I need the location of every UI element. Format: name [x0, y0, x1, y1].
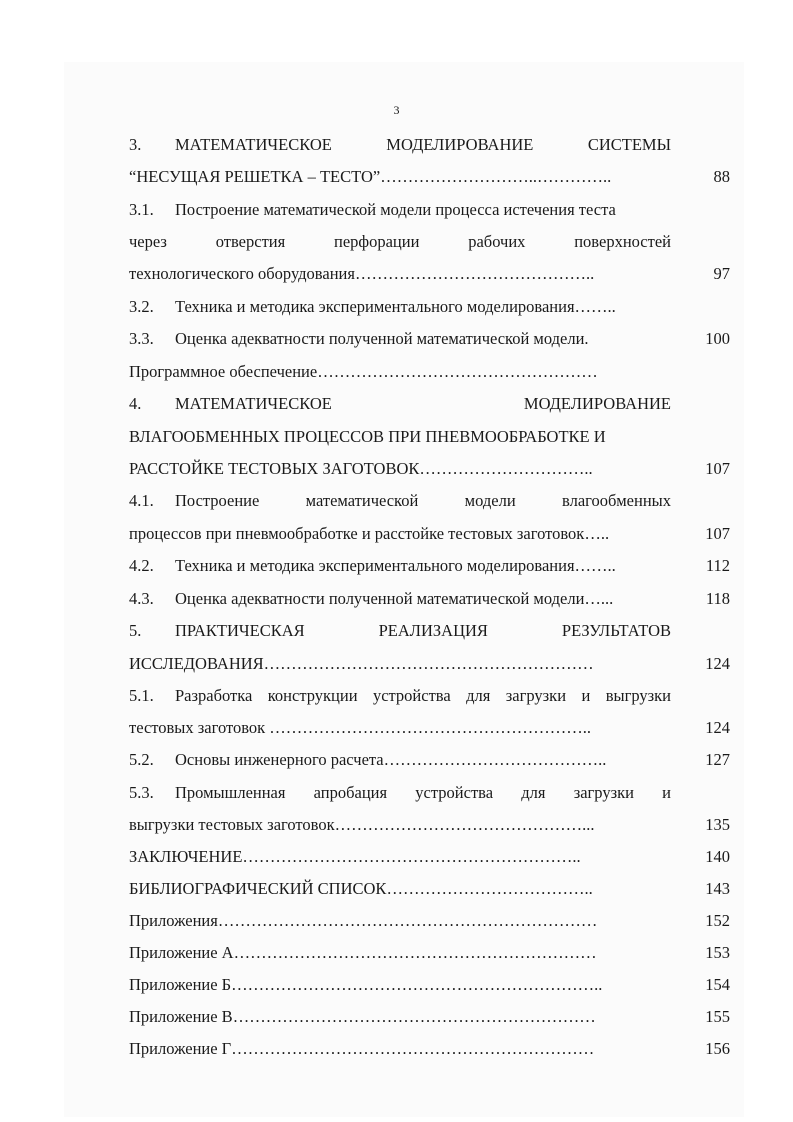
toc-page-number: 143 — [705, 879, 730, 898]
toc-line — [129, 750, 671, 770]
toc-entry-number: 3. — [129, 135, 142, 154]
toc-line — [129, 556, 671, 576]
toc-entry-title: Техника и методика экспериментального моделирования…….. — [175, 297, 616, 316]
toc-entry-title: Оценка адекватности полученной математической модели. — [175, 329, 589, 348]
toc-page-number: 127 — [705, 750, 730, 769]
toc-entry-title: ПРАКТИЧЕСКАЯ РЕАЛИЗАЦИЯ РЕЗУЛЬТАТОВ — [175, 621, 671, 640]
toc-page-number: 155 — [705, 1007, 730, 1026]
toc-page-number: 153 — [705, 943, 730, 962]
toc-entry-title: Техника и методика экспериментального моделирования…….. — [175, 556, 616, 575]
toc-entry-number: 5.3. — [129, 783, 154, 802]
toc-entry-title: Построение математической модели процесса истечения теста — [175, 200, 616, 219]
toc-line: Приложение В………………………………………………………… — [129, 1007, 596, 1026]
toc-entry-number: 3.3. — [129, 329, 154, 348]
toc-entry-number: 5. — [129, 621, 142, 640]
toc-page-number: 124 — [705, 654, 730, 673]
toc-line — [129, 783, 671, 803]
toc-page-number: 107 — [705, 524, 730, 543]
toc-line — [129, 686, 671, 706]
toc-entry-title: МАТЕМАТИЧЕСКОЕ МОДЕЛИРОВАНИЕ — [175, 394, 671, 413]
toc-entry-title: МАТЕМАТИЧЕСКОЕ МОДЕЛИРОВАНИЕ СИСТЕМЫ — [175, 135, 671, 154]
toc-line — [129, 491, 671, 511]
toc-line: ИССЛЕДОВАНИЯ…………………………………………………… — [129, 654, 594, 673]
toc-line — [129, 394, 671, 414]
toc-entry-number: 4.1. — [129, 491, 154, 510]
toc-page-number: 156 — [705, 1039, 730, 1058]
toc-line — [129, 621, 671, 641]
toc-line — [129, 297, 671, 317]
toc-entry-number: 4. — [129, 394, 142, 413]
toc-line — [129, 200, 671, 220]
toc-line: Приложение Б………………………………………………………….. — [129, 975, 603, 994]
toc-line: БИБЛИОГРАФИЧЕСКИЙ СПИСОК……………………………….. — [129, 879, 593, 898]
toc-page-number: 118 — [705, 589, 730, 608]
toc-line: процессов при пневмообработке и расстойке тестовых заготовок….. — [129, 524, 610, 543]
toc-line: Приложение А………………………………………………………… — [129, 943, 597, 962]
toc-line: Приложение Г………………………………………………………… — [129, 1039, 595, 1058]
toc-page-number: 124 — [705, 718, 730, 737]
toc-page-number: 152 — [705, 911, 730, 930]
toc-line — [129, 589, 671, 609]
toc-page-number: 100 — [705, 329, 730, 348]
toc-line: ВЛАГООБМЕННЫХ ПРОЦЕССОВ ПРИ ПНЕВМООБРАБОТКЕ И — [129, 427, 606, 446]
toc-entry-number: 4.2. — [129, 556, 154, 575]
toc-page-number: 88 — [713, 167, 730, 186]
toc-line: технологического оборудования…………………………………….. — [129, 264, 595, 283]
toc-line: выгрузки тестовых заготовок………………………………………... — [129, 815, 595, 834]
toc-entry-title: Оценка адекватности полученной математической модели…... — [175, 589, 614, 608]
toc-line: РАССТОЙКЕ ТЕСТОВЫХ ЗАГОТОВОК………………………….. — [129, 459, 593, 478]
toc-entry-title: Промышленная апробация устройства для загрузки и — [175, 783, 671, 802]
toc-line — [129, 135, 671, 155]
toc-entry-title: Построение математической модели влагообменных — [175, 491, 671, 510]
toc-page-number: 154 — [705, 975, 730, 994]
toc-page-number: 135 — [705, 815, 730, 834]
toc-entry-number: 5.2. — [129, 750, 154, 769]
toc-page-number: 140 — [705, 847, 730, 866]
page-number: 3 — [393, 103, 400, 117]
toc-page-number: 107 — [705, 459, 730, 478]
toc-entry-title: Разработка конструкции устройства для загрузки и выгрузки — [175, 686, 671, 705]
toc-entry-title: Основы инженерного расчета………………………………….. — [175, 750, 607, 769]
toc-line: Приложения…………………………………………………………… — [129, 911, 598, 930]
toc-line: ЗАКЛЮЧЕНИЕ…………………………………………………….. — [129, 847, 581, 866]
toc-page-number: 112 — [705, 556, 730, 575]
toc-entry-number: 3.2. — [129, 297, 154, 316]
toc-entry-number: 4.3. — [129, 589, 154, 608]
toc-page-number: 97 — [713, 264, 730, 283]
toc-line: через отверстия перфорации рабочих поверхностей — [129, 232, 671, 251]
toc-line — [129, 329, 671, 349]
toc-entry-number: 3.1. — [129, 200, 154, 219]
toc-entry-number: 5.1. — [129, 686, 154, 705]
toc-line: тестовых заготовок ………………………………………………….. — [129, 718, 592, 737]
toc-line: Программное обеспечение…………………………………………… — [129, 362, 598, 381]
toc-line: “НЕСУЩАЯ РЕШЕТКА – ТЕСТО”………………………..………….. — [129, 167, 612, 186]
